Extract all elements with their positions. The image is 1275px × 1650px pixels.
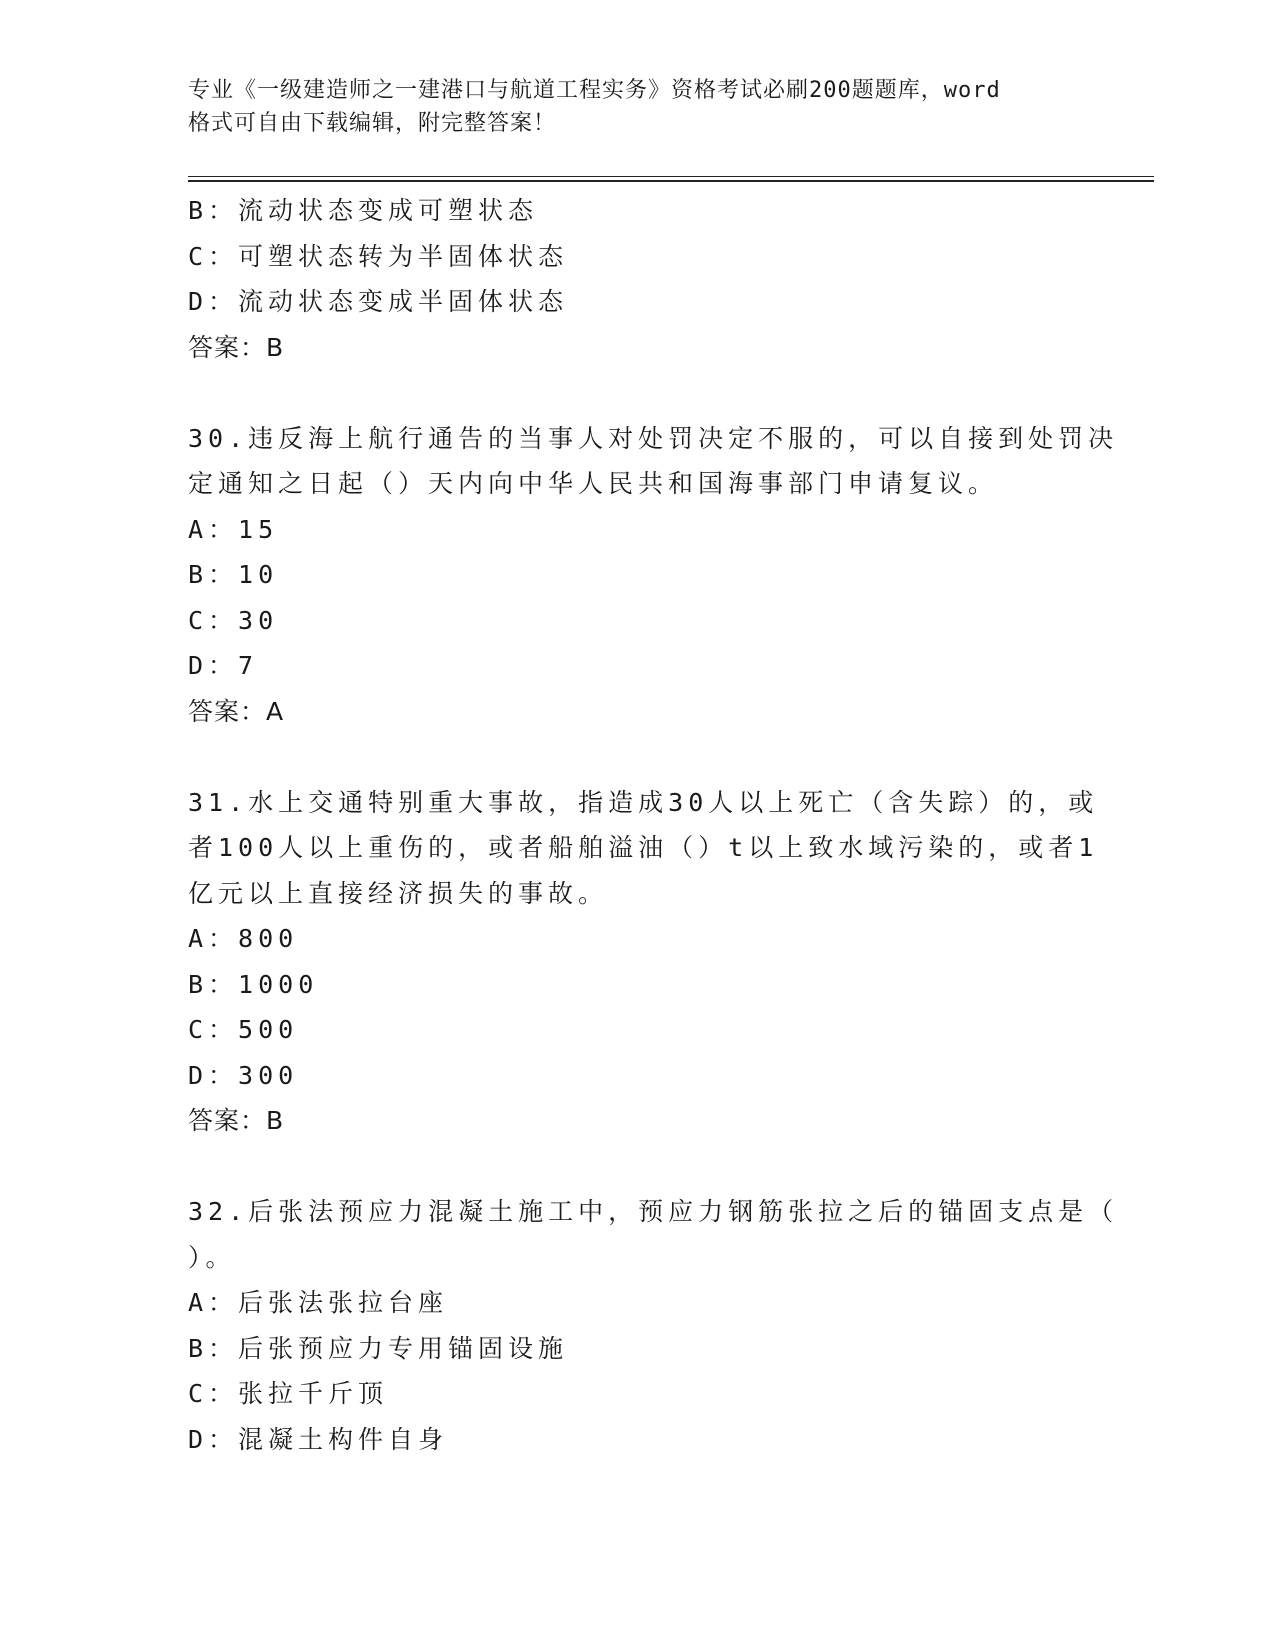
question-31: [188, 780, 1099, 1144]
option-b: B：1000: [188, 969, 319, 999]
option-d: D：混凝土构件自身: [188, 1424, 449, 1454]
option-d: D：300: [188, 1060, 299, 1090]
page-header: [188, 74, 1088, 140]
header-divider-thin: [188, 176, 1154, 177]
option-c: C：500: [188, 1015, 299, 1044]
spacer: [188, 1144, 1088, 1190]
option-a: A：15: [188, 514, 279, 544]
question-stem-line: 者100人以上重伤的，或者船舶溢油（）t以上致水域污染的，或者1: [188, 833, 1099, 862]
question-stem-line: 31.水上交通特别重大事故，指造成30人以上死亡（含失踪）的，或: [188, 787, 1099, 817]
option-b: B：10: [188, 560, 279, 589]
question-30: [188, 416, 1119, 735]
question-stem-line: 亿元以上直接经济损失的事故。: [188, 878, 609, 908]
option-a: A：800: [188, 924, 299, 953]
question-stem-line: 定通知之日起（）天内向中华人民共和国海事部门申请复议。: [188, 469, 999, 498]
header-title-line-1: 专业《一级建造师之一建港口与航道工程实务》资格考试必刷200题题库，word: [188, 78, 1001, 103]
question-stem-line: 32.后张法预应力混凝土施工中，预应力钢筋张拉之后的锚固支点是（: [188, 1197, 1119, 1226]
answer-line: 答案：B: [188, 332, 285, 362]
option-d: D：流动状态变成半固体状态: [188, 287, 569, 316]
answer-line: 答案：A: [188, 696, 285, 726]
option-b: B：流动状态变成可塑状态: [188, 196, 539, 225]
question-list: [188, 188, 1119, 1462]
option-d: D：7: [188, 651, 259, 680]
spacer: [188, 734, 1088, 780]
option-b: B：后张预应力专用锚固设施: [188, 1333, 569, 1363]
option-c: C：张拉千斤顶: [188, 1379, 389, 1408]
header-divider-thick: [188, 180, 1154, 182]
option-c: C：可塑状态转为半固体状态: [188, 241, 569, 271]
question-32: [188, 1189, 1119, 1462]
question-stem-line: ）。: [188, 1242, 236, 1272]
question-stem-line: 30.违反海上航行通告的当事人对处罚决定不服的，可以自接到处罚决: [188, 423, 1119, 453]
option-a: A：后张法张拉台座: [188, 1288, 449, 1317]
option-c: C：30: [188, 605, 279, 635]
answer-line: 答案：B: [188, 1106, 285, 1135]
header-title-line-2: 格式可自由下载编辑，附完整答案！: [188, 111, 557, 136]
spacer: [188, 370, 1088, 416]
question-29-tail: [188, 188, 1088, 370]
